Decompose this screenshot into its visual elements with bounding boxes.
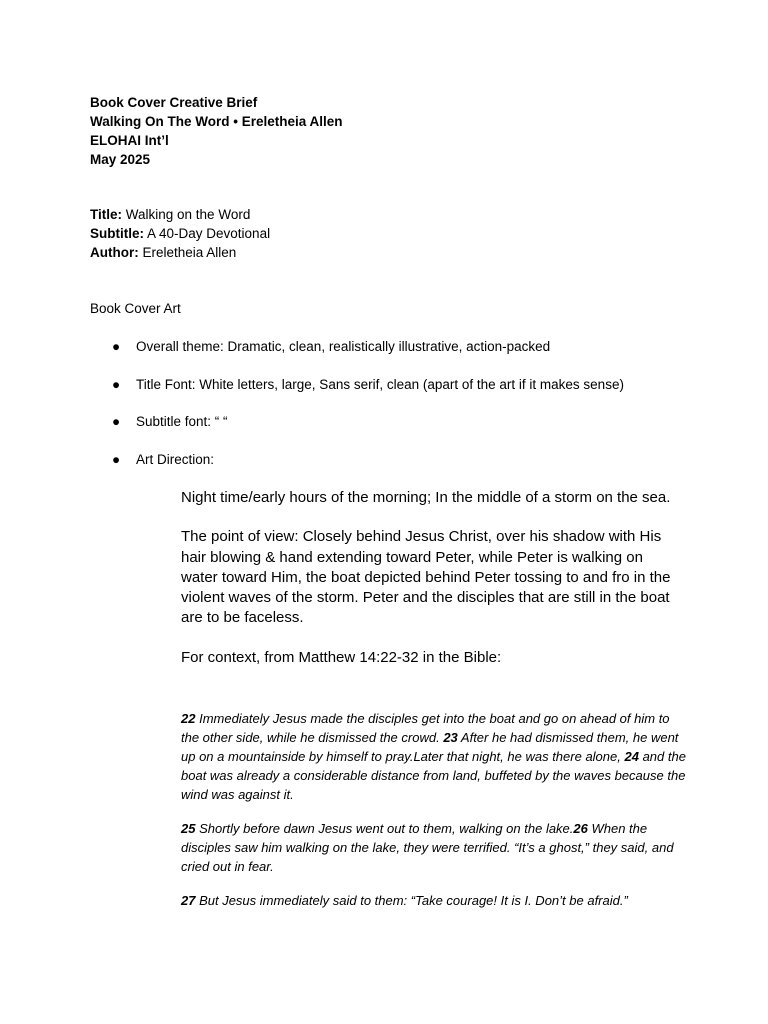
subtitle-label: Subtitle: <box>90 226 144 241</box>
subtitle-value: A 40-Day Devotional <box>144 226 271 241</box>
verse-number: 22 <box>181 711 196 726</box>
direction-context: For context, from Matthew 14:22-32 in the Bible: <box>181 648 502 666</box>
verse-number: 26 <box>573 821 588 836</box>
bullet-text: Subtitle font: “ “ <box>136 414 228 429</box>
art-direction-block <box>181 488 681 687</box>
verse-number: 24 <box>624 749 639 764</box>
bullet-text: Overall theme: Dramatic, clean, realistically illustrative, action-packed <box>136 339 551 354</box>
header-book-author: Walking On The Word • Ereletheia Allen <box>90 114 343 129</box>
verse-text: Shortly before dawn Jesus went out to them, walking on the lake. <box>195 821 574 836</box>
bullet-item <box>112 337 732 356</box>
bullet-marker: ● <box>112 451 121 467</box>
verse-text: After he had dismissed them, he went up on a mountainside by himself to pray.Later that night, he was there alone, <box>181 730 679 764</box>
bullet-marker: ● <box>112 339 121 354</box>
verse-paragraph <box>181 819 686 876</box>
header-organization: ELOHAI Int’l <box>90 133 169 148</box>
bullet-text: Title Font: White letters, large, Sans serif, clean (apart of the art if it makes sense) <box>136 376 624 392</box>
verse-text: and the boat was already a considerable distance from land, buffeted by the waves because the wind was against it. <box>181 749 686 802</box>
subtitle-row <box>90 224 270 243</box>
brief-header <box>90 93 343 169</box>
title-row <box>90 205 270 224</box>
verse-text: When the disciples saw him walking on the lake, they were terrified. “It’s a ghost,” they said, and cried out in fear. <box>181 821 674 874</box>
verse-number: 23 <box>443 730 458 745</box>
bullet-text: Art Direction: <box>136 451 215 467</box>
verse-number: 25 <box>181 821 196 836</box>
header-date: May 2025 <box>90 152 151 167</box>
bullet-marker: ● <box>112 414 121 429</box>
section-heading: Book Cover Art <box>90 301 181 316</box>
verse-paragraph <box>181 891 686 910</box>
direction-setting: Night time/early hours of the morning; In the middle of a storm on the sea. <box>181 489 671 506</box>
author-value: Ereletheia Allen <box>138 245 237 260</box>
bullet-item <box>112 412 732 431</box>
author-label: Author: <box>90 245 139 260</box>
title-label: Title: <box>90 207 123 222</box>
bullet-item <box>112 375 732 394</box>
book-metadata <box>90 205 270 262</box>
author-row <box>90 243 270 262</box>
bullet-item <box>112 450 732 469</box>
verse-text: Immediately Jesus made the disciples get into the boat and go on ahead of him to the other side, while he dismissed the crowd. <box>181 711 670 745</box>
bullet-list <box>112 337 732 487</box>
scripture-passage <box>181 709 686 925</box>
bullet-marker: ● <box>112 376 121 392</box>
direction-point-of-view: The point of view: Closely behind Jesus Christ, over his shadow with His hair blowing & hand extending toward Peter, while Peter is walking on water toward Him, the boat depicted behind Peter tossing to and fro in the violent waves of the storm. Peter and the disciples that are still in the boat are to be faceless. <box>181 528 671 627</box>
verse-paragraph <box>181 709 686 804</box>
header-title: Book Cover Creative Brief <box>90 95 258 110</box>
verse-text: But Jesus immediately said to them: “Take courage! It is I. Don’t be afraid.” <box>195 893 628 908</box>
title-value: Walking on the Word <box>122 207 251 222</box>
verse-number: 27 <box>181 893 196 908</box>
